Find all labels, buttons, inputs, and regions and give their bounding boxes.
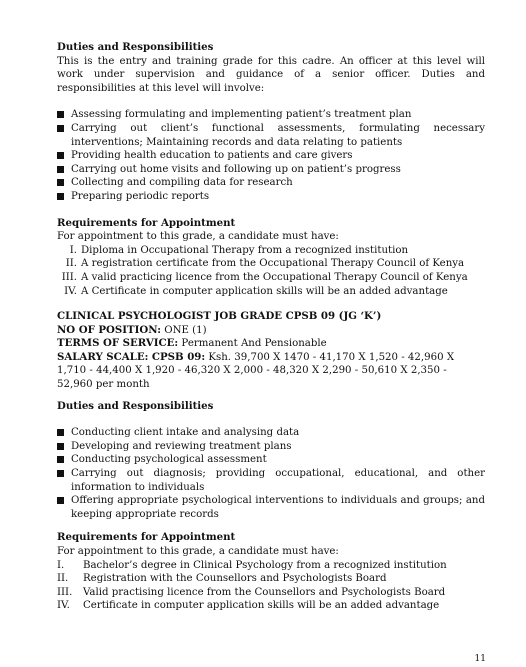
- requirements-intro: For appointment to this grade, a candidate must have:: [57, 546, 339, 557]
- list-item: IV. Certificate in computer application skills will be an added advantage: [57, 600, 440, 612]
- list-item: IV. A Certificate in computer application skills will be an added advantage: [64, 285, 448, 297]
- list-item: Conducting client intake and analysing data: [57, 426, 485, 440]
- list-item: III. A valid practicing licence from the Occupational Therapy Council of Kenya: [61, 271, 468, 283]
- list-item: III. Valid practising licence from the Counsellors and Psychologists Board: [57, 586, 446, 598]
- duties-heading: Duties and Responsibilities: [57, 399, 214, 412]
- requirements-list: [57, 559, 485, 613]
- document-page: [57, 41, 485, 613]
- requirements-list: [57, 244, 485, 298]
- list-item: Collecting and compiling data for research: [57, 176, 485, 190]
- page-number: 11: [474, 654, 486, 665]
- duties-list: [57, 108, 485, 203]
- intro-paragraph: This is the entry and training grade for this cadre. An officer at this level will work under supervision and guidance of a senior officer. Duties and responsibilities at this level will involve:: [57, 55, 485, 94]
- list-item: Conducting psychological assessment: [57, 453, 485, 467]
- terms-line: TERMS OF SERVICE: Permanent And Pensionable: [57, 337, 327, 350]
- requirements-heading: Requirements for Appointment: [57, 216, 236, 229]
- list-item: I. Bachelor’s degree in Clinical Psychology from a recognized institution: [57, 559, 447, 571]
- duties-heading: Duties and Responsibilities: [57, 41, 214, 53]
- duties-list: [57, 426, 485, 521]
- requirements-heading: Requirements for Appointment: [57, 531, 236, 544]
- list-item: I. Diploma in Occupational Therapy from a recognized institution: [69, 244, 409, 256]
- list-item: Offering appropriate psychological interventions to individuals and groups; and keeping appropriate records: [57, 494, 485, 521]
- list-item: Carrying out home visits and following up on patient’s progress: [57, 163, 485, 177]
- list-item: II. A registration certificate from the Occupational Therapy Council of Kenya: [65, 258, 465, 270]
- list-item: Providing health education to patients and care givers: [57, 149, 485, 163]
- requirements-intro: For appointment to this grade, a candidate must have:: [57, 231, 339, 243]
- list-item: Carrying out diagnosis; providing occupational, educational, and other information to individuals: [57, 467, 485, 494]
- list-item: II. Registration with the Counsellors and Psychologists Board: [57, 573, 387, 585]
- positions-line: NO OF POSITION: ONE (1): [57, 323, 207, 336]
- list-item: Preparing periodic reports: [57, 190, 485, 204]
- list-item: Carrying out client’s functional assessments, formulating necessary interventions; Maintaining records and data relating to patients: [57, 122, 485, 149]
- list-item: Assessing formulating and implementing patient’s treatment plan: [57, 108, 485, 122]
- list-item: Developing and reviewing treatment plans: [57, 440, 485, 454]
- job-title: CLINICAL PSYCHOLOGIST JOB GRADE CPSB 09 (JG ‘K’): [57, 310, 382, 323]
- salary-line: SALARY SCALE: CPSB 09: Ksh. 39,700 X 1470 - 41,170 X 1,520 - 42,960 X 1,710 - 44,400 X 1,920 - 46,320 X 2,000 - 48,320 X 2,290 - 50,610 X 2,350 - 52,960 per month: [57, 350, 455, 391]
